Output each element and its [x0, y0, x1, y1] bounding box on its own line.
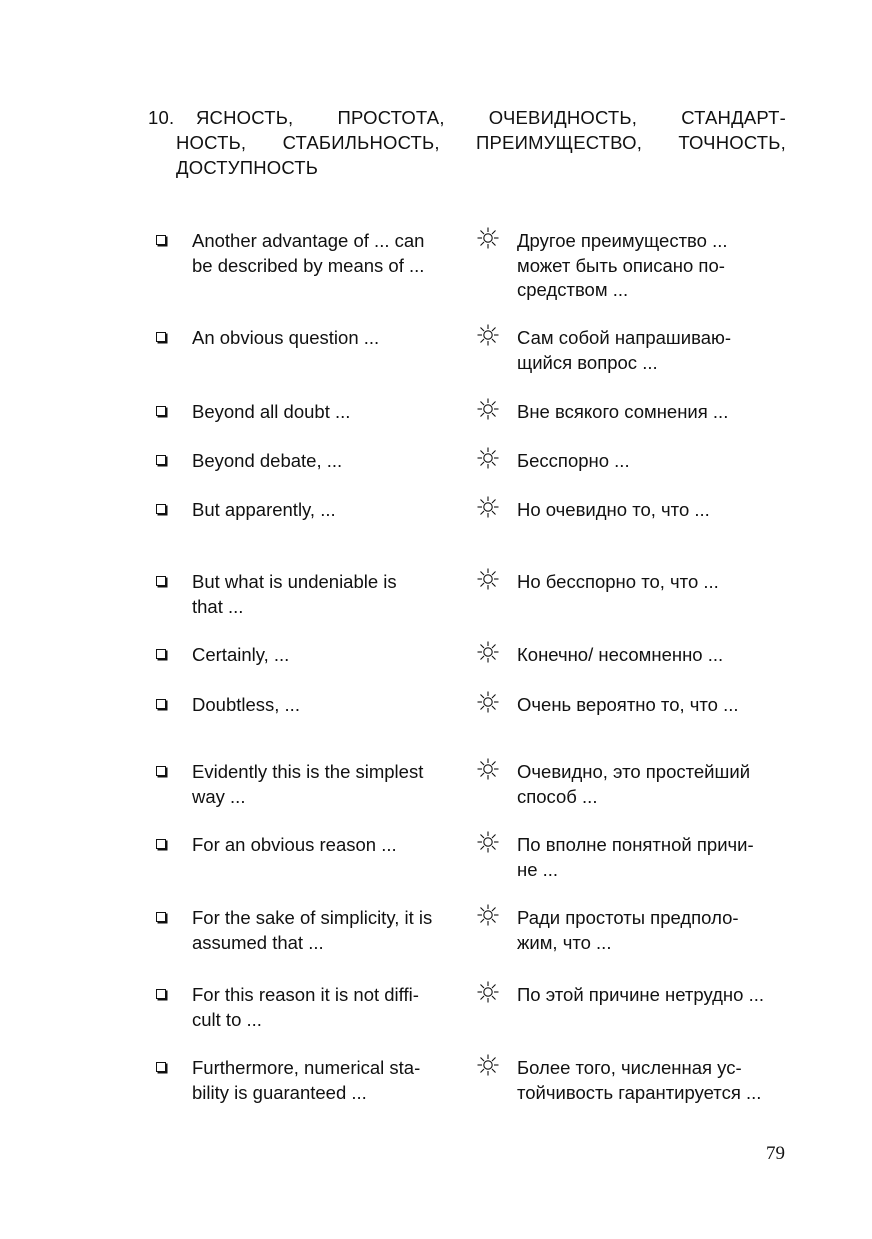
russian-translation — [517, 498, 797, 523]
english-phrase — [192, 400, 472, 425]
section-number: 10. — [148, 107, 175, 128]
heading-word: СТАБИЛЬНОСТЬ, — [282, 132, 440, 153]
russian-translation — [517, 449, 797, 474]
russian-translation — [517, 570, 797, 595]
russian-translation — [517, 833, 797, 882]
sun-bullet-icon — [476, 567, 500, 591]
russian-translation — [517, 983, 797, 1008]
english-phrase-line: Furthermore, numerical sta- — [192, 1057, 421, 1078]
english-phrase — [192, 449, 472, 474]
english-phrase — [192, 326, 472, 351]
sun-bullet-icon — [476, 495, 500, 519]
russian-translation-line: способ ... — [517, 785, 598, 807]
russian-translation — [517, 229, 797, 303]
english-phrase — [192, 570, 472, 619]
checkbox-bullet-icon — [156, 912, 166, 922]
checkbox-bullet-icon — [156, 989, 166, 999]
russian-translation-line: тойчивость гарантируется ... — [517, 1081, 762, 1103]
sun-bullet-icon — [476, 226, 500, 250]
english-phrase-line: Another advantage of ... can — [192, 230, 425, 251]
english-phrase-line: But what is undeniable is — [192, 571, 397, 592]
english-phrase — [192, 498, 472, 523]
russian-translation-line: Вне всякого сомнения ... — [517, 401, 729, 422]
english-phrase-line: Beyond all doubt ... — [192, 401, 351, 422]
english-phrase-line: assumed that ... — [192, 931, 324, 953]
sun-bullet-icon — [476, 980, 500, 1004]
checkbox-bullet-icon — [156, 699, 166, 709]
checkbox-bullet-icon — [156, 766, 166, 776]
checkbox-bullet-icon — [156, 649, 166, 659]
russian-translation — [517, 400, 797, 425]
checkbox-bullet-icon — [156, 406, 166, 416]
sun-bullet-icon — [476, 690, 500, 714]
english-phrase — [192, 833, 472, 858]
sun-bullet-icon — [476, 397, 500, 421]
russian-translation-line: не ... — [517, 858, 559, 880]
english-phrase-line: way ... — [192, 785, 246, 807]
russian-translation — [517, 906, 797, 955]
russian-translation — [517, 1056, 797, 1105]
english-phrase-line: Evidently this is the simplest — [192, 761, 424, 782]
russian-translation-line: средством ... — [517, 279, 629, 300]
english-phrase-line: bility is guaranteed ... — [192, 1081, 367, 1103]
heading-word: ТОЧНОСТЬ, — [678, 132, 786, 153]
sun-bullet-icon — [476, 323, 500, 347]
heading-word: СТАНДАРТ- — [681, 107, 786, 128]
russian-translation-line: Очень вероятно то, что ... — [517, 694, 739, 715]
english-phrase-line: For an obvious reason ... — [192, 834, 397, 855]
russian-translation-line: щийся вопрос ... — [517, 351, 658, 373]
russian-translation-line: Но очевидно то, что ... — [517, 499, 710, 520]
english-phrase — [192, 229, 472, 278]
russian-translation-line: Другое преимущество ... — [517, 230, 728, 251]
sun-bullet-icon — [476, 640, 500, 664]
sun-bullet-icon — [476, 1053, 500, 1077]
sun-bullet-icon — [476, 903, 500, 927]
russian-translation-line: Бесспорно ... — [517, 450, 630, 471]
russian-translation-line: Сам собой напрашиваю- — [517, 327, 732, 348]
russian-translation — [517, 326, 797, 375]
english-phrase-line: Beyond debate, ... — [192, 450, 343, 471]
english-phrase-line: An obvious question ... — [192, 327, 380, 348]
heading-word: НОСТЬ, — [176, 132, 247, 153]
russian-translation-line: По этой причине нетрудно ... — [517, 984, 764, 1005]
english-phrase-line: be described by means of ... — [192, 254, 425, 276]
english-phrase-line: Certainly, ... — [192, 644, 290, 665]
checkbox-bullet-icon — [156, 332, 166, 342]
heading-word: ПРЕИМУЩЕСТВО, — [476, 132, 643, 153]
russian-translation-line: Конечно/ несомненно ... — [517, 644, 724, 665]
sun-bullet-icon — [476, 830, 500, 854]
english-phrase-line: For the sake of simplicity, it is — [192, 907, 433, 928]
english-phrase — [192, 1056, 472, 1105]
heading-line-3: ДОСТУПНОСТЬ — [176, 157, 319, 178]
english-phrase — [192, 983, 472, 1032]
english-phrase — [192, 643, 472, 668]
russian-translation-line: Более того, численная ус- — [517, 1057, 742, 1078]
russian-translation-line: Очевидно, это простейший — [517, 761, 751, 782]
russian-translation-line: жим, что ... — [517, 931, 612, 953]
russian-translation-line: Ради простоты предполо- — [517, 907, 739, 928]
sun-bullet-icon — [476, 757, 500, 781]
checkbox-bullet-icon — [156, 1062, 166, 1072]
english-phrase — [192, 760, 472, 809]
checkbox-bullet-icon — [156, 455, 166, 465]
english-phrase-line: Doubtless, ... — [192, 694, 300, 715]
checkbox-bullet-icon — [156, 839, 166, 849]
russian-translation-line: может быть описано по- — [517, 254, 725, 276]
english-phrase-line: that ... — [192, 595, 244, 617]
checkbox-bullet-icon — [156, 235, 166, 245]
english-phrase-line: cult to ... — [192, 1008, 262, 1030]
russian-translation — [517, 760, 797, 809]
heading-word: ОЧЕВИДНОСТЬ, — [488, 107, 638, 128]
heading-word: ПРОСТОТА, — [337, 107, 445, 128]
russian-translation-line: По вполне понятной причи- — [517, 834, 754, 855]
heading-word: ЯСНОСТЬ, — [196, 107, 294, 128]
english-phrase-line: But apparently, ... — [192, 499, 336, 520]
russian-translation — [517, 693, 797, 718]
russian-translation — [517, 643, 797, 668]
english-phrase-line: For this reason it is not diffi- — [192, 984, 419, 1005]
page-number: 79 — [766, 1143, 785, 1164]
english-phrase — [192, 693, 472, 718]
russian-translation-line: Но бесспорно то, что ... — [517, 571, 719, 592]
sun-bullet-icon — [476, 446, 500, 470]
checkbox-bullet-icon — [156, 576, 166, 586]
checkbox-bullet-icon — [156, 504, 166, 514]
english-phrase — [192, 906, 472, 955]
